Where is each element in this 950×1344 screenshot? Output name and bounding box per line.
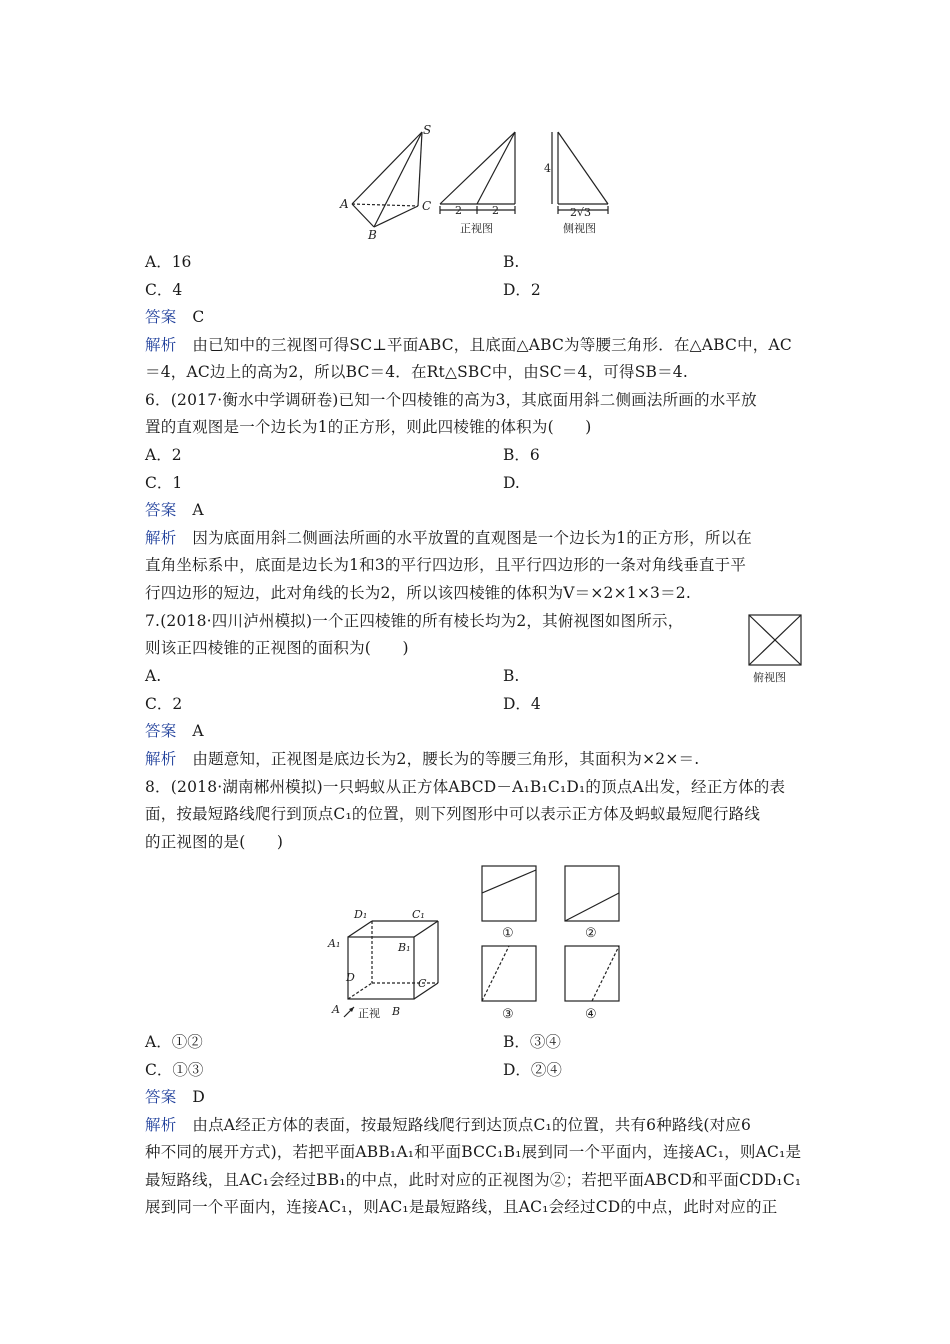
q6-analysis-line: [145, 528, 752, 548]
analysis-text: 由已知中的三视图可得SC⊥平面ABC，且底面△ABC为等腰三角形．在△ABC中，AC: [192, 336, 792, 354]
cube-label-a: A: [332, 1003, 340, 1016]
pyramid-three-view-figure: [330, 122, 630, 240]
analysis-tag: 解析: [145, 336, 177, 354]
front-dim-left: 2: [455, 204, 462, 217]
q5-analysis-line: ＝4，AC边上的高为2，所以BC＝4．在Rt△SBC中，由SC＝4，可得SB＝4.: [145, 363, 688, 381]
q5-option-a: A．16: [145, 253, 192, 271]
q7-option-d: D．4: [503, 695, 541, 713]
q6-option-a: A．2: [145, 446, 182, 464]
analysis-tag: 解析: [145, 1116, 177, 1134]
top-view-caption: 俯视图: [753, 671, 786, 684]
cube-label-c: C: [418, 977, 427, 990]
cube-label-c1: C₁: [412, 908, 425, 921]
side-height-label: 4: [544, 162, 551, 175]
q7-stem-line: 7.(2018·四川泸州模拟)一个正四棱锥的所有棱长均为2，其俯视图如图所示，: [145, 612, 684, 630]
cube-label-a1: A₁: [328, 937, 341, 950]
q8-stem-line: 的正视图的是( ): [145, 833, 284, 851]
q8-analysis-line: [145, 1115, 751, 1135]
q6-analysis-line: 行四边形的短边，此对角线的长为2，所以该四棱锥的体积为V＝×2×1×3＝2.: [145, 584, 691, 602]
q7-option-a: A.: [145, 667, 162, 685]
label-A: A: [340, 197, 349, 211]
analysis-text: 由点A经正方体的表面，按最短路线爬行到达顶点C₁的位置，共有6种路线(对应6: [192, 1116, 752, 1134]
front-view-arrow-label: 正视: [358, 1007, 380, 1020]
front-view-options-figure: [478, 862, 628, 1022]
q8-answer: [145, 1087, 205, 1107]
top-view-figure: [745, 612, 807, 686]
answer-value: A: [192, 722, 204, 740]
analysis-tag: 解析: [145, 529, 177, 547]
q5-option-d: D．2: [503, 281, 541, 299]
q6-option-d: D.: [503, 474, 520, 492]
q5-answer: [145, 307, 204, 327]
q7-answer: [145, 721, 204, 741]
front-dim-right: 2: [492, 204, 499, 217]
label-C: C: [422, 199, 432, 213]
q8-analysis-line: 种不同的展开方式)，若把平面ABB₁A₁和平面BCC₁B₁展到同一个平面内，连接AC₁，则AC₁是: [145, 1143, 802, 1161]
view-label-1: ①: [502, 926, 514, 941]
view-label-4: ④: [585, 1007, 597, 1022]
cube-label-b1: B₁: [398, 941, 411, 954]
q8-stem-line: 面，按最短路线爬行到顶点C₁的位置，则下列图形中可以表示正方体及蚂蚁最短爬行路线: [145, 805, 761, 823]
q8-option-b: B．③④: [503, 1033, 561, 1051]
cube-figure: [320, 905, 440, 1023]
q6-stem-line: 置的直观图是一个边长为1的正方形，则此四棱锥的体积为( ): [145, 418, 592, 436]
side-width-label: 2√3: [570, 206, 592, 219]
side-view-caption: 侧视图: [563, 222, 596, 235]
view-label-2: ②: [585, 926, 597, 941]
q5-option-b: B.: [503, 253, 520, 271]
q8-option-d: D．②④: [503, 1061, 562, 1079]
q7-option-c: C．2: [145, 695, 183, 713]
view-label-3: ③: [502, 1007, 514, 1022]
q7-option-b: B.: [503, 667, 520, 685]
answer-value: C: [192, 308, 205, 326]
q5-analysis-line: [145, 335, 792, 355]
q8-stem-line: 8．(2018·湖南郴州模拟)一只蚂蚁从正方体ABCD－A₁B₁C₁D₁的顶点A出发，经正方体的表: [145, 778, 786, 796]
q7-analysis-line: [145, 749, 699, 769]
answer-tag: 答案: [145, 722, 177, 740]
analysis-tag: 解析: [145, 750, 177, 768]
analysis-text: 由题意知，正视图是底边长为2，腰长为的等腰三角形，其面积为×2×＝.: [192, 750, 700, 768]
q6-option-c: C．1: [145, 474, 183, 492]
q8-option-a: A．①②: [145, 1033, 203, 1051]
cube-label-d: D: [346, 971, 355, 984]
cube-label-d1: D₁: [354, 908, 368, 921]
q7-stem-line: 则该正四棱锥的正视图的面积为( ): [145, 639, 409, 657]
q6-option-b: B．6: [503, 446, 540, 464]
q8-analysis-line: 最短路线，且AC₁会经过BB₁的中点，此时对应的正视图为②；若把平面ABCD和平面CDD₁C₁: [145, 1171, 802, 1189]
answer-tag: 答案: [145, 1088, 177, 1106]
q6-stem-line: 6．(2017·衡水中学调研卷)已知一个四棱锥的高为3，其底面用斜二侧画法所画的水平放: [145, 391, 757, 409]
label-S: S: [423, 123, 432, 137]
front-view-caption: 正视图: [460, 222, 493, 235]
answer-tag: 答案: [145, 501, 177, 519]
answer-value: D: [192, 1088, 206, 1106]
label-B: B: [368, 228, 377, 240]
cube-label-b: B: [392, 1005, 401, 1018]
analysis-text: 因为底面用斜二侧画法所画的水平放置的直观图是一个边长为1的正方形，所以在: [192, 529, 752, 547]
q6-answer: [145, 500, 204, 520]
answer-tag: 答案: [145, 308, 177, 326]
answer-value: A: [192, 501, 204, 519]
q6-analysis-line: 直角坐标系中，底面是边长为1和3的平行四边形，且平行四边形的一条对角线垂直于平: [145, 556, 747, 574]
q8-analysis-line: 展到同一个平面内，连接AC₁，则AC₁是最短路线，且AC₁会经过CD的中点，此时对应的正: [145, 1198, 778, 1216]
q8-option-c: C．①③: [145, 1061, 204, 1079]
q5-option-c: C．4: [145, 281, 183, 299]
